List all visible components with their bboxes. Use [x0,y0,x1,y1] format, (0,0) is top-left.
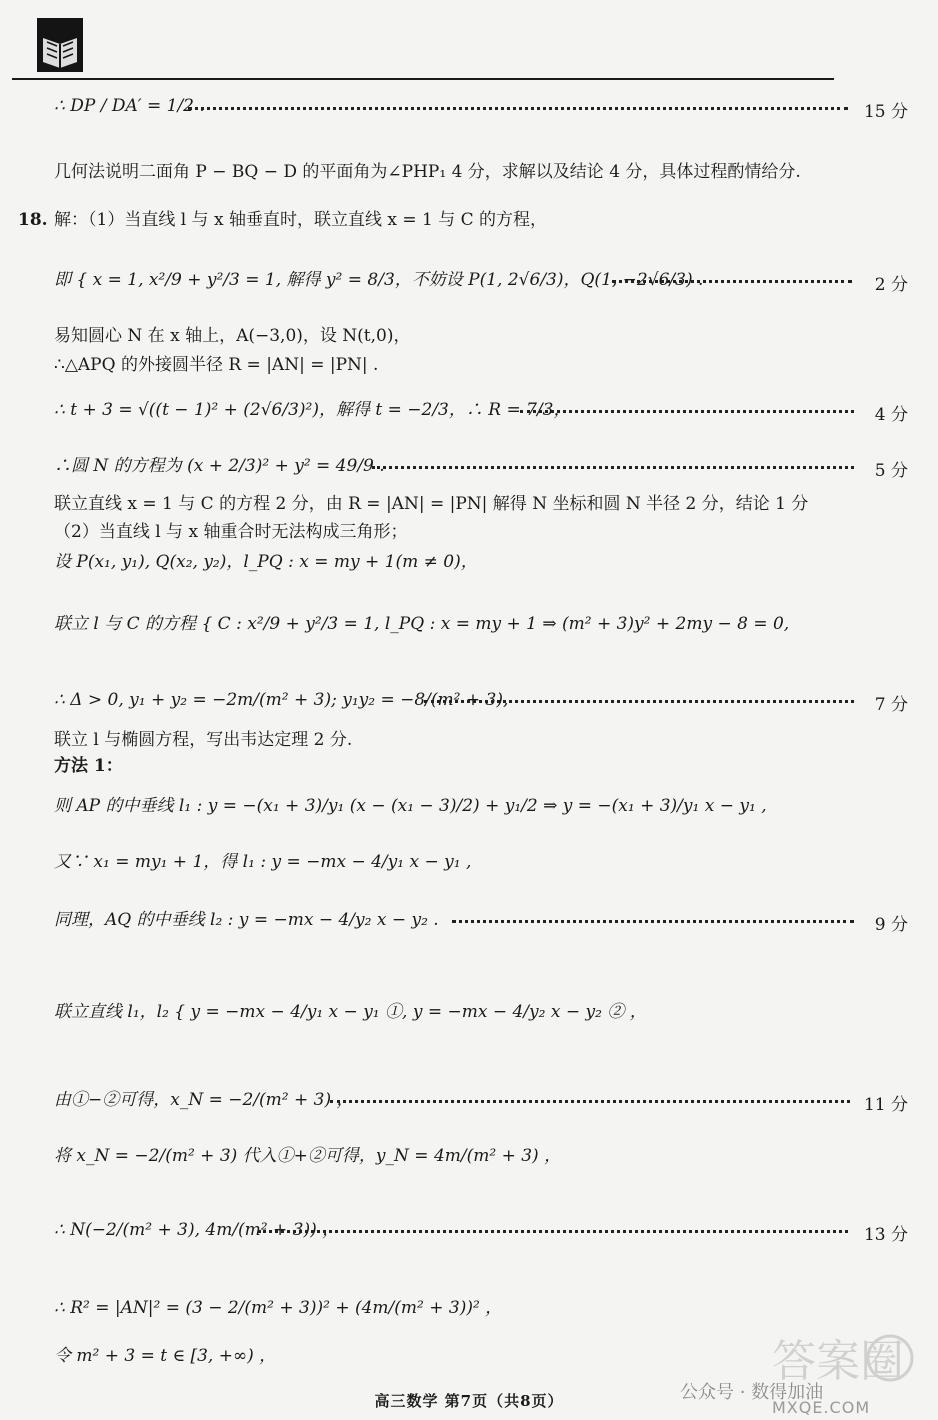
score-4: 4 分 [874,405,908,425]
score-5: 5 分 [874,461,908,481]
perpendicular-bisector-aq: 同理，AQ 的中垂线 l₂ : y = −mx − 4/y₂ x − y₂ . [54,910,439,930]
svg-text:答案圈: 答案圈 [772,1336,904,1387]
perpendicular-bisector-ap: 则 AP 的中垂线 l₁ : y = −(x₁ + 3)/y₁ (x − (x₁ − 3)/2) + y₁/2 ⇒ y = −(x₁ + 3)/y₁ x − y₁ , [54,796,767,816]
leader-dots [372,466,854,469]
leader-dots [330,1100,850,1103]
leader-dots [258,1230,848,1233]
site-watermark: MXQE.COM [772,1398,871,1417]
leader-dots [520,410,854,413]
part2-intro: （2）当直线 l 与 x 轴重合时无法构成三角形； [54,522,408,542]
wechat-watermark: 公众号 · 数得加油 [680,1382,824,1403]
set-points: 设 P(x₁, y₁), Q(x₂, y₂)，l_PQ : x = my + 1(m ≠ 0)， [54,552,478,572]
score-15: 15 分 [863,102,908,122]
stamp-watermark-icon [768,1318,918,1408]
r-squared: ∴ R² = |AN|² = (3 − 2/(m² + 3))² + (4m/(m² + 3))² ， [54,1298,503,1318]
n-coordinates: ∴ N(−2/(m² + 3), 4m/(m² + 3)) ， [54,1220,340,1240]
xn-value: 由①−②可得，x_N = −2/(m² + 3) ， [54,1090,354,1110]
score-13: 13 分 [863,1225,908,1245]
leader-dots [612,280,852,283]
leader-dots [452,920,854,923]
yn-value: 将 x_N = −2/(m² + 3) 代入①+②可得，y_N = 4m/(m² + 3) ， [54,1146,562,1166]
center-on-axis: 易知圆心 N 在 x 轴上，A(−3,0)，设 N(t,0)， [54,326,411,346]
combine-bisectors: 联立直线 l₁，l₂ { y = −mx − 4/y₁ x − y₁ ①, y = −mx − 4/y₂ x − y₂ ② ， [54,1002,647,1022]
method-1-heading: 方法 1： [54,756,123,776]
circle-equation: ∴圆 N 的方程为 (x + 2/3)² + y² = 49/9 . [54,456,385,476]
score-11: 11 分 [863,1095,908,1115]
page-footer: 高三数学 第7页（共8页） [374,1392,564,1410]
score-2: 2 分 [874,275,908,295]
header-rule [12,78,834,80]
solve-t: ∴ t + 3 = √((t − 1)² + (2√6/3)²)，解得 t = −2/3，∴ R = 7/3， [54,400,571,420]
grading-note-2: 联立 l 与椭圆方程，写出韦达定理 2 分. [54,730,353,750]
simplify-l1: 又∵ x₁ = my₁ + 1，得 l₁ : y = −mx − 4/y₁ x − y₁ , [54,852,472,872]
vieta: ∴ Δ > 0, y₁ + y₂ = −2m/(m² + 3); y₁y₂ = −8/(m² + 3), [54,690,509,710]
score-9: 9 分 [874,915,908,935]
leader-dots [424,700,854,703]
question-number: 18. [18,210,48,230]
circumradius: ∴△APQ 的外接圆半径 R = |AN| = |PN| . [54,355,379,375]
score-7: 7 分 [874,695,908,715]
grading-note-1: 联立直线 x = 1 与 C 的方程 2 分，由 R = |AN| = |PN| 解得 N 坐标和圆 N 半径 2 分，结论 1 分 [54,494,809,514]
book-logo-icon [37,18,83,72]
combine-equations: 联立 l 与 C 的方程 { C : x²/9 + y²/3 = 1, l_PQ : x = my + 1 ⇒ (m² + 3)y² + 2my − 8 = 0, [54,614,790,634]
leader-dots [188,107,848,110]
geometry-note: 几何法说明二面角 P − BQ − D 的平面角为∠PHP₁ 4 分，求解以及结论 4 分，具体过程酌情给分. [54,162,801,182]
ratio-conclusion: ∴ DP / DA′ = 1/2 . [54,96,205,116]
part1-intro: 解：（1）当直线 l 与 x 轴垂直时，联立直线 x = 1 与 C 的方程， [54,210,548,230]
system-solution: 即 { x = 1, x²/9 + y²/3 = 1, 解得 y² = 8/3，不妨设 P(1, 2√6/3)，Q(1, −2√6/3) . [54,270,704,290]
substitution-t: 令 m² + 3 = t ∈ [3, +∞) ， [54,1346,277,1366]
